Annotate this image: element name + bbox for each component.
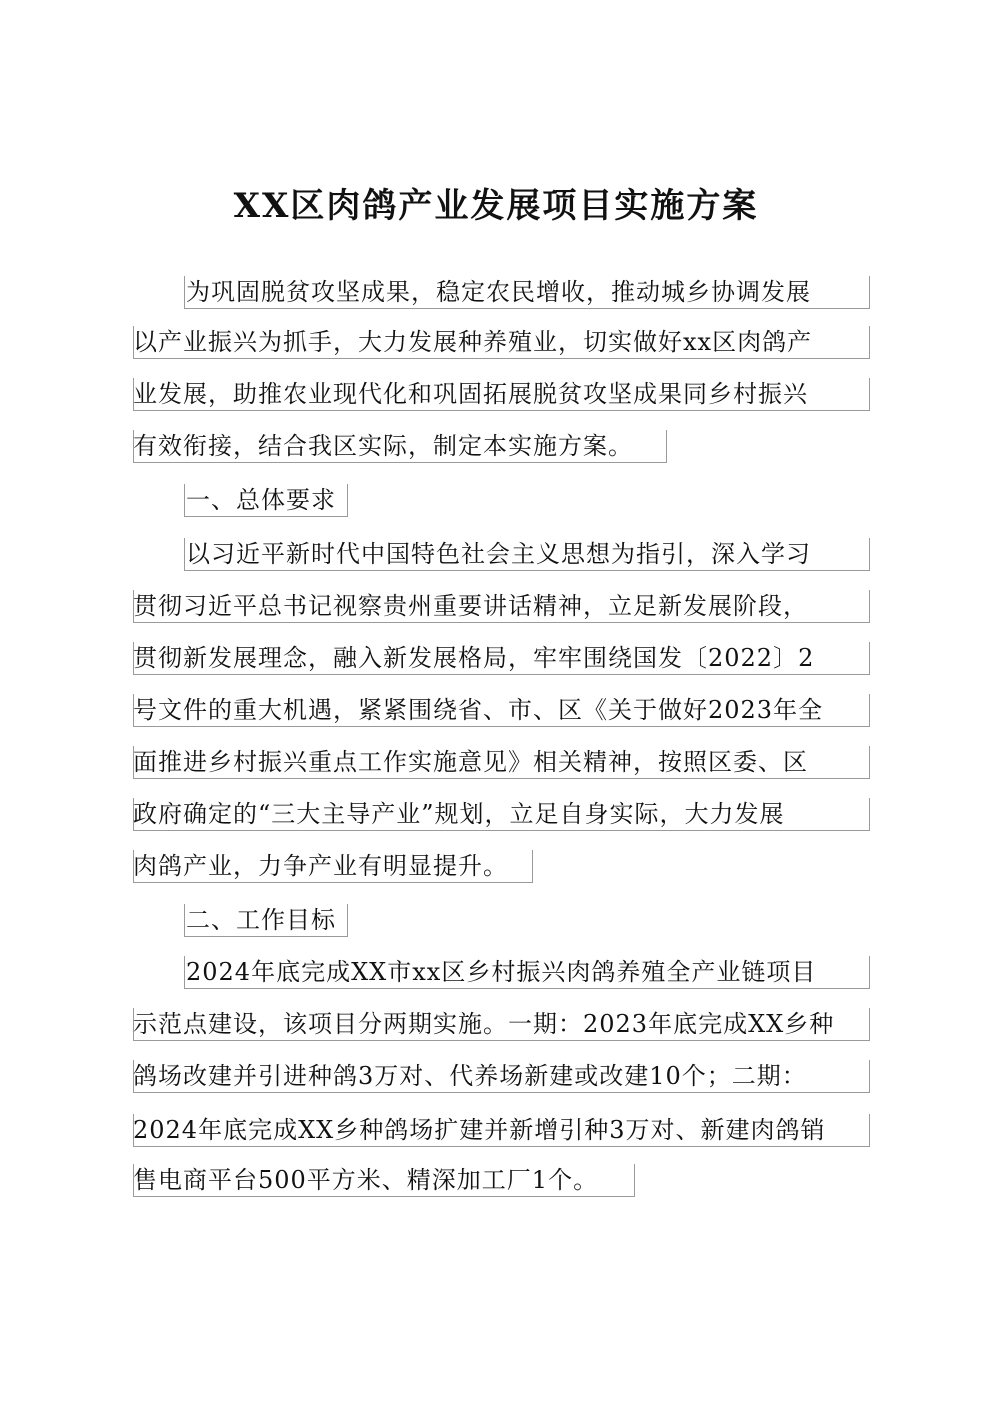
section2-line: 鸽场改建并引进种鸽3万对、代养场新建或改建10个；二期： bbox=[133, 1062, 807, 1090]
intro-line: 有效衔接，结合我区实际，制定本实施方案。 bbox=[133, 432, 633, 460]
section1-line: 面推进乡村振兴重点工作实施意见》相关精神，按照区委、区 bbox=[133, 748, 808, 776]
section-heading-overall-requirements: 一、总体要求 bbox=[186, 486, 336, 514]
section2-line: 2024年底完成XX乡种鸽场扩建并新增引种3万对、新建肉鸽销 bbox=[133, 1116, 826, 1144]
section1-line: 政府确定的“三大主导产业”规划，立足自身实际，大力发展 bbox=[133, 800, 785, 828]
section1-line: 贯彻习近平总书记视察贵州重要讲话精神，立足新发展阶段， bbox=[133, 592, 808, 620]
section1-line: 以习近平新时代中国特色社会主义思想为指引，深入学习 bbox=[186, 540, 811, 568]
section-heading-work-goals: 二、工作目标 bbox=[186, 906, 336, 934]
section1-line: 号文件的重大机遇，紧紧围绕省、市、区《关于做好2023年全 bbox=[133, 696, 824, 724]
section1-line: 贯彻新发展理念，融入新发展格局，牢牢围绕国发〔2022〕2 bbox=[133, 644, 815, 672]
section2-line: 2024年底完成XX市xx区乡村振兴肉鸽养殖全产业链项目 bbox=[186, 958, 817, 986]
intro-line: 以产业振兴为抓手，大力发展种养殖业，切实做好xx区肉鸽产 bbox=[133, 328, 813, 356]
intro-line: 业发展，助推农业现代化和巩固拓展脱贫攻坚成果同乡村振兴 bbox=[133, 380, 808, 408]
section2-line: 售电商平台500平方米、精深加工厂1个。 bbox=[133, 1166, 599, 1194]
section1-line: 肉鸽产业，力争产业有明显提升。 bbox=[133, 852, 508, 880]
document-title: XX区肉鸽产业发展项目实施方案 bbox=[233, 186, 759, 226]
section2-line: 示范点建设，该项目分两期实施。一期：2023年底完成XX乡种 bbox=[133, 1010, 835, 1038]
intro-line: 为巩固脱贫攻坚成果，稳定农民增收，推动城乡协调发展 bbox=[186, 278, 811, 306]
